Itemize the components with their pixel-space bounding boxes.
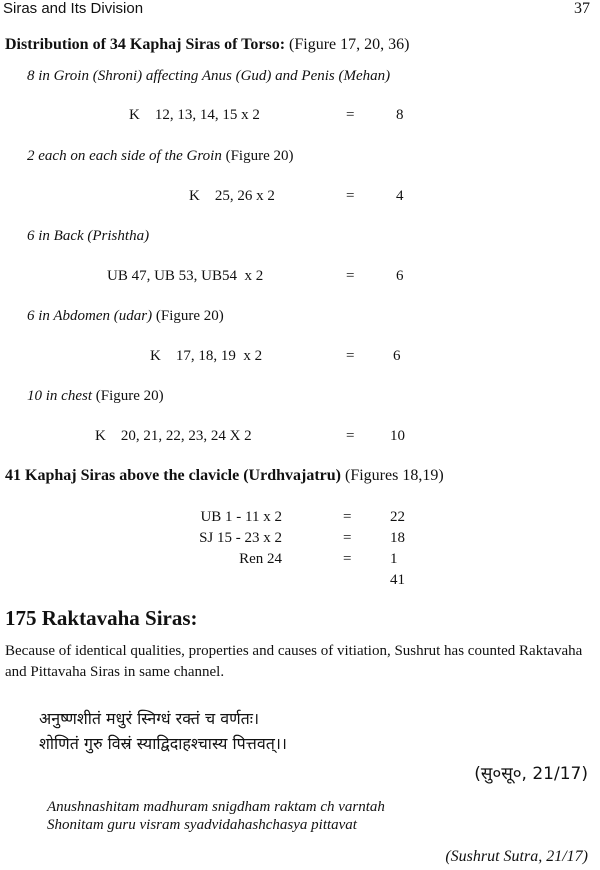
section-title-bold: 41 Kaphaj Siras above the clavicle (Urdhvajatru) <box>5 467 341 484</box>
clavicle-row-value: 18 <box>390 530 405 546</box>
group-formula: K 20, 21, 22, 23, 24 X 2 <box>95 428 252 444</box>
section-title-raktavaha: 175 Raktavaha Siras: <box>5 606 198 630</box>
transliteration-line-1: Anushnashitam madhuram snigdham raktam ch varntah <box>47 799 385 815</box>
sanskrit-verse-line-1: अनुष्णशीतं मधुरं स्निग्धं रक्तं च वर्णतः। <box>39 709 260 728</box>
equals-sign: = <box>343 530 352 546</box>
transliteration-reference: (Sushrut Sutra, 21/17) <box>445 848 588 865</box>
group-label: 6 in Abdomen (udar) (Figure 20) <box>27 308 224 324</box>
clavicle-row-label: SJ 15 - 23 x 2 <box>199 530 282 546</box>
equals-sign: = <box>343 509 352 525</box>
group-result: 8 <box>396 107 404 123</box>
sanskrit-reference: (सु०सू०, 21/17) <box>474 764 588 784</box>
section-title-bold: Distribution of 34 Kaphaj Siras of Torso: <box>5 36 286 53</box>
clavicle-row-value: 1 <box>390 551 398 567</box>
clavicle-total: 41 <box>390 572 405 588</box>
clavicle-row-value: 22 <box>390 509 405 525</box>
group-result: 10 <box>390 428 405 444</box>
equals-sign: = <box>346 428 355 444</box>
clavicle-row-label: Ren 24 <box>239 551 282 567</box>
section-title-torso <box>5 36 409 54</box>
section-title-ref: (Figures 18,19) <box>340 467 444 484</box>
equals-sign: = <box>346 188 355 204</box>
equals-sign: = <box>346 107 355 123</box>
equals-sign: = <box>346 268 355 284</box>
body-paragraph: Because of identical qualities, properties and causes of vitiation, Sushrut has counted Raktavaha and Pittavaha Siras in same channel. <box>5 643 583 680</box>
group-formula: K 25, 26 x 2 <box>189 188 275 204</box>
section-title-ref: (Figure 17, 20, 36) <box>285 36 410 53</box>
group-label: 8 in Groin (Shroni) affecting Anus (Gud) and Penis (Mehan) <box>27 68 391 84</box>
group-result: 6 <box>396 268 404 284</box>
group-result: 4 <box>396 188 404 204</box>
group-label: 2 each on each side of the Groin (Figure 20) <box>27 148 294 164</box>
section-title-clavicle <box>5 467 444 485</box>
equals-sign: = <box>346 348 355 364</box>
equals-sign: = <box>343 551 352 567</box>
group-formula: K 12, 13, 14, 15 x 2 <box>129 107 260 123</box>
group-formula: K 17, 18, 19 x 2 <box>150 348 263 364</box>
page-number: 37 <box>574 0 590 17</box>
clavicle-row-label: UB 1 - 11 x 2 <box>200 509 282 525</box>
group-label: 10 in chest (Figure 20) <box>27 388 164 404</box>
transliteration-line-2: Shonitam guru visram syadvidahashchasya pittavat <box>47 817 357 833</box>
group-result: 6 <box>393 348 401 364</box>
running-header: Siras and Its Division <box>3 0 144 17</box>
group-formula: UB 47, UB 53, UB54 x 2 <box>107 268 264 284</box>
sanskrit-verse-line-2: शोणितं गुरु विस्रं स्याद्विदाहश्चास्य पित्तवत्।। <box>39 734 287 753</box>
group-label: 6 in Back (Prishtha) <box>27 228 150 244</box>
